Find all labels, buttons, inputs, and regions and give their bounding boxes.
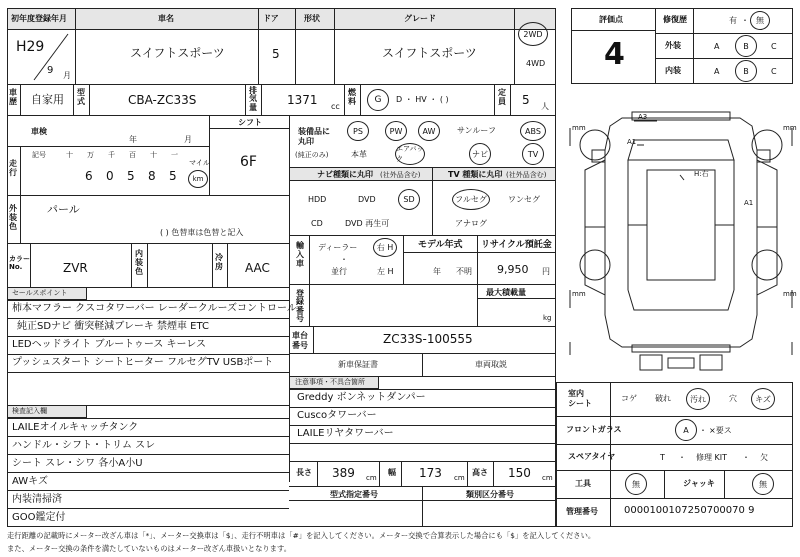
max-load-kg: kg — [543, 314, 552, 322]
inspection-line-0: LAILEオイルキャッチタンク — [12, 422, 139, 433]
model-year-unit: 年 — [433, 267, 441, 276]
seat-tear: 破れ — [655, 394, 671, 403]
windshield-label: フロントガラス — [566, 425, 622, 434]
capacity-value: 5 — [522, 93, 530, 107]
points-line-1: 純正SDナビ 衝突軽減ブレーキ 禁煙車 ETC — [17, 321, 210, 332]
max-load-label: 最大積載量 — [486, 288, 526, 297]
width-value: 173 — [419, 466, 442, 480]
spare-dot2: ・ — [742, 453, 750, 462]
inspection-line-1: ハンドル・シフト・トリム スレ — [12, 440, 156, 451]
width-label: 幅 — [388, 468, 396, 477]
mileage-unit-4: 百 — [129, 151, 136, 159]
warranty: 新車保証書 — [338, 360, 378, 369]
car-name-value: スイフトスポーツ — [130, 46, 225, 60]
tv-analog: アナログ — [455, 219, 487, 228]
tv-type-note: (社外品含む) — [506, 171, 547, 179]
equipment-label: 装備品に 丸印 — [298, 127, 330, 146]
length-label: 長さ — [296, 468, 312, 477]
navi-type-note: (社外品含む) — [380, 171, 421, 179]
displacement-label: 排 気 量 — [249, 86, 257, 112]
tv-fullseg: フルセグ — [452, 189, 490, 210]
diagram-mm-bl: mm — [572, 290, 586, 298]
inspection-line-5: GOO鑑定付 — [12, 512, 66, 523]
first-reg-label: 初年度登録年月 — [11, 14, 67, 23]
points-line-0: 柿本マフラー クスコタワーバー レーダークルーズコントロール — [12, 303, 297, 314]
navi-type-label: ナビ種類に丸印 — [317, 170, 373, 179]
mileage-unit-6: 一 — [171, 151, 178, 159]
navi-dvd: DVD — [358, 195, 376, 204]
shape-label: 形状 — [304, 14, 320, 23]
first-reg-year: H29 — [16, 39, 45, 55]
displacement-value: 1371 — [287, 93, 318, 107]
windshield-replace: ×要ス — [709, 426, 732, 435]
equip-tv: TV — [522, 143, 544, 165]
exterior-b-circle: B — [735, 35, 757, 57]
recycle-yen: 円 — [542, 267, 550, 276]
person-unit: 人 — [541, 102, 549, 111]
first-reg-month: 9 — [47, 65, 54, 76]
repair-dot: ・ — [741, 16, 749, 25]
model-value: CBA-ZC33S — [128, 93, 197, 107]
model-year-label: モデル年式 — [418, 240, 463, 250]
seat-label: 室内 シート — [568, 389, 592, 409]
notes-label: 注意事項・不具合箇所 — [295, 378, 365, 386]
exterior-a: A — [714, 42, 720, 51]
fuel-rest: D ・ HV ・ ( ) — [396, 95, 449, 104]
repair-no-circle: 無 — [750, 11, 770, 30]
diagram-a3: A3 — [638, 113, 648, 121]
diagram-a1-right: A1 — [744, 199, 754, 207]
model-label: 型 式 — [77, 88, 85, 106]
length-value: 389 — [332, 466, 355, 480]
jack-none-circle: 無 — [752, 473, 774, 495]
points-line-2: LEDヘッドライト ブルートゥース キーレス — [12, 339, 206, 350]
inspection-line-3: AWキズ — [12, 476, 48, 487]
equip-airbag: エアバック — [396, 145, 424, 163]
seat-scorch: コゲ — [621, 394, 637, 403]
width-cm: cm — [454, 474, 465, 482]
points-label: セールスポイント — [12, 289, 68, 297]
spare-dot1: ・ — [678, 453, 686, 462]
door-label: ドア — [263, 14, 279, 23]
interior-c: C — [771, 67, 777, 76]
inspection-line-2: シート スレ・シワ 各小A小U — [12, 458, 143, 469]
recycle-label: リサイクル預託金 — [481, 240, 552, 250]
import-label: 輸 入 車 — [296, 241, 304, 268]
registration-label: 登 録 番 号 — [296, 289, 304, 324]
chassis-value: ZC33S-100555 — [383, 332, 473, 346]
mileage-digit-1: 0 — [106, 169, 114, 183]
exterior-c: C — [771, 42, 777, 51]
mileage-digit-0: 6 — [85, 169, 93, 183]
notes-line-0: Greddy ボンネットダンパー — [297, 392, 426, 403]
color-note: ( ) 色替車は色替と記入 — [160, 228, 244, 237]
chassis-label: 車台 番号 — [292, 331, 308, 350]
notes-line-2: LAILEリヤタワーバー — [297, 428, 394, 439]
windshield-dot: ・ — [699, 426, 707, 435]
color-value: パール — [47, 203, 80, 216]
equip-sunroof: サンルーフ — [457, 126, 496, 135]
notes-line-1: Cuscoタワーバー — [297, 410, 377, 421]
doors-value: 5 — [272, 47, 280, 61]
import-left-h: 左 H — [377, 267, 394, 276]
equip-ps: PS — [347, 121, 369, 141]
equip-navi: ナビ — [469, 143, 491, 165]
shaken-month-unit: 月 — [184, 135, 192, 144]
score-label: 評価点 — [599, 15, 623, 24]
car-damage-diagram — [562, 90, 800, 375]
mgmt-label: 管理番号 — [566, 507, 598, 516]
grade-value: スイフトスポーツ — [382, 46, 477, 60]
mileage-unit-1: 十 — [66, 151, 73, 159]
ac-label: 冷 房 — [215, 253, 223, 271]
capacity-label: 定 員 — [498, 88, 506, 106]
interior-b-circle: B — [735, 60, 757, 82]
navi-cd: CD — [311, 219, 323, 228]
header-row — [7, 8, 556, 30]
tv-oneseg: ワンセグ — [508, 195, 540, 204]
color-label: 外 装 色 — [9, 204, 17, 231]
interior-a: A — [714, 67, 720, 76]
shift-label: シフト — [238, 118, 262, 127]
category-label: 類別区分番号 — [466, 490, 514, 499]
import-dealer: ディーラー — [318, 243, 358, 252]
height-value: 150 — [508, 466, 531, 480]
fuel-g-circle: G — [367, 89, 389, 111]
repair-yes: 有 — [729, 16, 737, 25]
mileage-unit-3: 千 — [108, 151, 115, 159]
mileage-digit-3: 8 — [148, 169, 156, 183]
mile-label: マイル — [189, 159, 210, 167]
manual: 車両取説 — [475, 360, 507, 369]
height-label: 高さ — [472, 468, 488, 477]
color-no-value: ZVR — [63, 261, 88, 275]
equip-leather: 本革 — [351, 150, 367, 159]
mgmt-value: 0000100107250700070 9 — [624, 505, 755, 516]
spare-label: スペアタイヤ — [568, 452, 616, 461]
jack-label: ジャッキ — [683, 479, 715, 488]
type-designation-label: 型式指定番号 — [330, 490, 378, 499]
km-circle: km — [188, 170, 208, 188]
seat-scratch-circle: キズ — [751, 388, 775, 410]
usage-label: 車 歴 — [9, 88, 17, 106]
mileage-unit-5: 十 — [150, 151, 157, 159]
import-dot: ・ — [340, 255, 348, 264]
month-unit: 月 — [63, 71, 71, 80]
grade-label: グレード — [404, 14, 436, 23]
height-cm: cm — [542, 474, 553, 482]
shaken-year-unit: 年 — [129, 135, 137, 144]
diagram-handle: H:右 — [694, 170, 709, 178]
spare-t: T — [660, 453, 665, 462]
length-cm: cm — [366, 474, 377, 482]
mileage-digit-4: 5 — [169, 169, 177, 183]
drive-4wd: 4WD — [526, 59, 546, 68]
footer-line-2: また、メーター交換の条件を満たしていないものはメーター改ざん車扱いとなります。 — [7, 544, 291, 553]
recycle-value: 9,950 — [497, 263, 529, 276]
windshield-a-circle: A — [675, 419, 697, 441]
navi-dvd-play: DVD 再生可 — [345, 219, 390, 228]
equip-aw: AW — [418, 121, 440, 141]
mileage-label: 走 行 — [9, 159, 17, 177]
equip-pw: PW — [385, 121, 407, 141]
diagram-mm-tr: mm — [783, 124, 797, 132]
equip-abs: ABS — [520, 121, 546, 141]
import-parallel: 並行 — [331, 267, 347, 276]
import-right-h: 右 H — [373, 238, 397, 257]
seat-stain-circle: 汚れ — [686, 388, 710, 410]
cc-unit: cc — [331, 102, 340, 111]
navi-sd: SD — [398, 189, 420, 210]
fuel-label: 燃 料 — [348, 88, 356, 106]
mileage-unit-2: 万 — [87, 151, 94, 159]
tools-label: 工具 — [575, 479, 591, 488]
footer-line-1: 走行距離の記載時にメーター改ざん車は「*」、メーター交換車は「$」、走行不明車は「#」を記入してください。メーター交換で合算表示した場合にも「$」を記入してください。 — [7, 531, 596, 540]
navi-hdd: HDD — [308, 195, 327, 204]
spare-missing: 欠 — [760, 453, 768, 462]
model-year-unknown: 不明 — [456, 267, 472, 276]
diagram-mm-tl: mm — [572, 124, 586, 132]
equipment-sublabel: (純正のみ) — [295, 151, 329, 159]
interior-label: 内装 — [665, 66, 681, 75]
diagram-a1-left: A1 — [627, 138, 637, 146]
mileage-unit-0: 記号 — [32, 151, 46, 159]
exterior-label: 外装 — [665, 41, 681, 50]
car-name-label: 車名 — [158, 14, 174, 23]
ac-value: AAC — [245, 261, 270, 275]
shaken-label: 車検 — [31, 127, 47, 136]
usage-value: 自家用 — [31, 93, 64, 106]
points-line-3: プッシュスタート シートヒーター フルセグTV USBポート — [12, 357, 274, 368]
seat-hole: 穴 — [729, 394, 737, 403]
color-no-label: カラー No. — [9, 255, 30, 272]
tools-none-circle: 無 — [625, 473, 647, 495]
mileage-digit-2: 5 — [127, 169, 135, 183]
spare-kit: 修理 KIT — [696, 453, 728, 462]
drive-2wd-circle: 2WD — [518, 22, 548, 46]
inspection-label: 検査記入欄 — [12, 407, 47, 415]
diagram-mm-br: mm — [783, 290, 797, 298]
shift-value: 6F — [240, 154, 257, 170]
inspection-line-4: 内装清掃済 — [12, 494, 62, 505]
tv-type-label: TV 種類に丸印 — [448, 170, 503, 179]
score-value: 4 — [604, 37, 625, 72]
interior-color-label: 内 装 色 — [135, 249, 143, 276]
repair-label: 修復歴 — [663, 15, 687, 24]
